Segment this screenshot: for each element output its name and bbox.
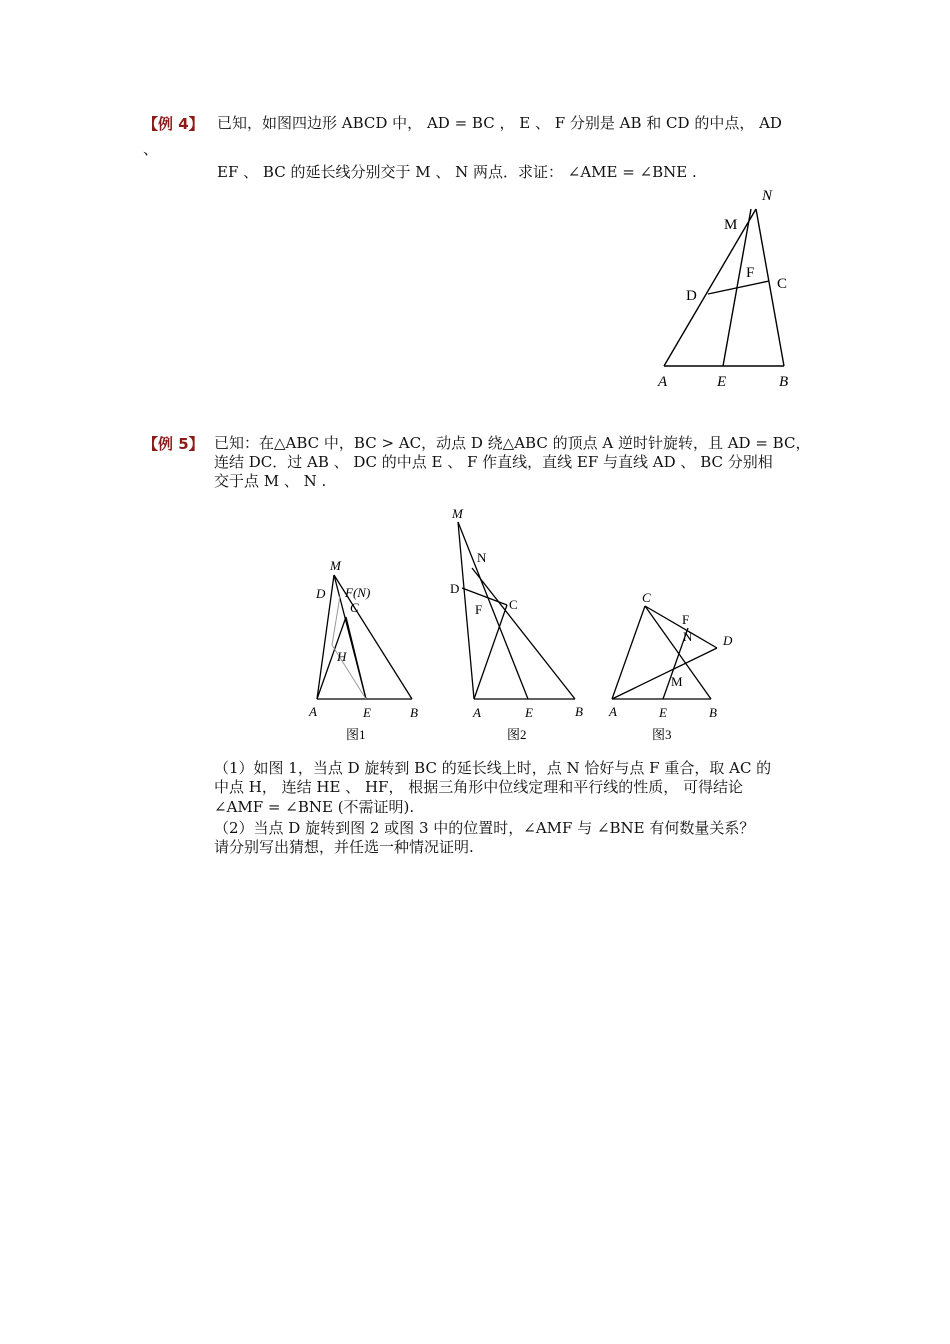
example-5-line-2: 连结 DC．过 AB 、 DC 的中点 E 、 F 作直线，直线 EF 与直线 AD 、 BC 分别相 [214, 453, 773, 471]
fig3-label-A: A [609, 704, 617, 719]
fig2-label-F: F [475, 602, 483, 617]
fig2-caption: 图2 [507, 727, 527, 742]
fig1-caption: 图1 [346, 727, 366, 742]
fig1-label-D: D [316, 586, 326, 601]
label-C: C [777, 276, 788, 292]
fig2-label-M: M [452, 506, 463, 521]
fig3-label-E: E [659, 705, 667, 720]
fig1-label-H: H [337, 649, 347, 664]
question-1-line-1: （1）如图 1，当点 D 旋转到 BC 的延长线上时，点 N 恰好与点 F 重合，取 AC 的 [214, 759, 772, 777]
label-D: D [686, 288, 697, 304]
fig3-label-N: N [683, 629, 693, 644]
fig2-label-B: B [575, 704, 583, 719]
figure-3 [612, 606, 717, 699]
fig3-label-M: M [671, 674, 683, 689]
fig2-label-E: E [525, 705, 533, 720]
label-A: A [658, 374, 668, 390]
question-2-line-2: 请分别写出猜想，并任选一种情况证明. [214, 838, 474, 856]
fig2-label-C: C [509, 597, 518, 612]
example-4-line-1b: 、 [143, 140, 159, 158]
label-F: F [746, 265, 755, 281]
question-1-line-2: 中点 H， 连结 HE 、 HF， 根据三角形中位线定理和平行线的性质， 可得结论 [214, 778, 743, 796]
fig3-caption: 图3 [652, 727, 672, 742]
label-B: B [779, 374, 789, 390]
fig3-label-C: C [642, 590, 651, 605]
label-E: E [717, 374, 727, 390]
label-N: N [762, 188, 773, 204]
example-5-line-1: 已知：在△ABC 中，BC > AC，动点 D 绕△ABC 的顶点 A 逆时针旋转，且 AD = BC， [214, 434, 811, 452]
fig1-label-M: M [330, 558, 341, 573]
example-5-line-3: 交于点 M 、 N . [214, 472, 327, 490]
example-5-tag: 【例 5】 [143, 435, 204, 453]
label-M: M [724, 217, 738, 233]
fig2-label-D: D [450, 581, 460, 596]
fig1-label-C: C [350, 600, 359, 615]
example-4-line-1: 已知，如图四边形 ABCD 中， AD = BC ， E 、 F 分别是 AB 和 CD 的中点， AD [217, 114, 782, 132]
question-1-line-3: ∠AMF = ∠BNE (不需证明). [214, 798, 415, 816]
fig1-label-FN: F(N) [345, 585, 371, 600]
question-2-line-1: （2）当点 D 旋转到图 2 或图 3 中的位置时，∠AMF 与 ∠BNE 有何数量关系？ [214, 819, 755, 837]
example-4-line-2: EF 、 BC 的延长线分别交于 M 、 N 两点．求证： ∠AME = ∠BNE . [217, 163, 697, 181]
fig1-label-E: E [363, 705, 371, 720]
example-4-tag: 【例 4】 [143, 115, 204, 133]
fig3-label-F: F [682, 612, 690, 627]
fig3-label-B: B [709, 705, 717, 720]
fig1-label-B: B [410, 705, 418, 720]
fig2-label-N: N [477, 550, 487, 565]
fig2-label-A: A [473, 705, 481, 720]
fig1-label-A: A [309, 704, 317, 719]
fig3-label-D: D [723, 633, 733, 648]
